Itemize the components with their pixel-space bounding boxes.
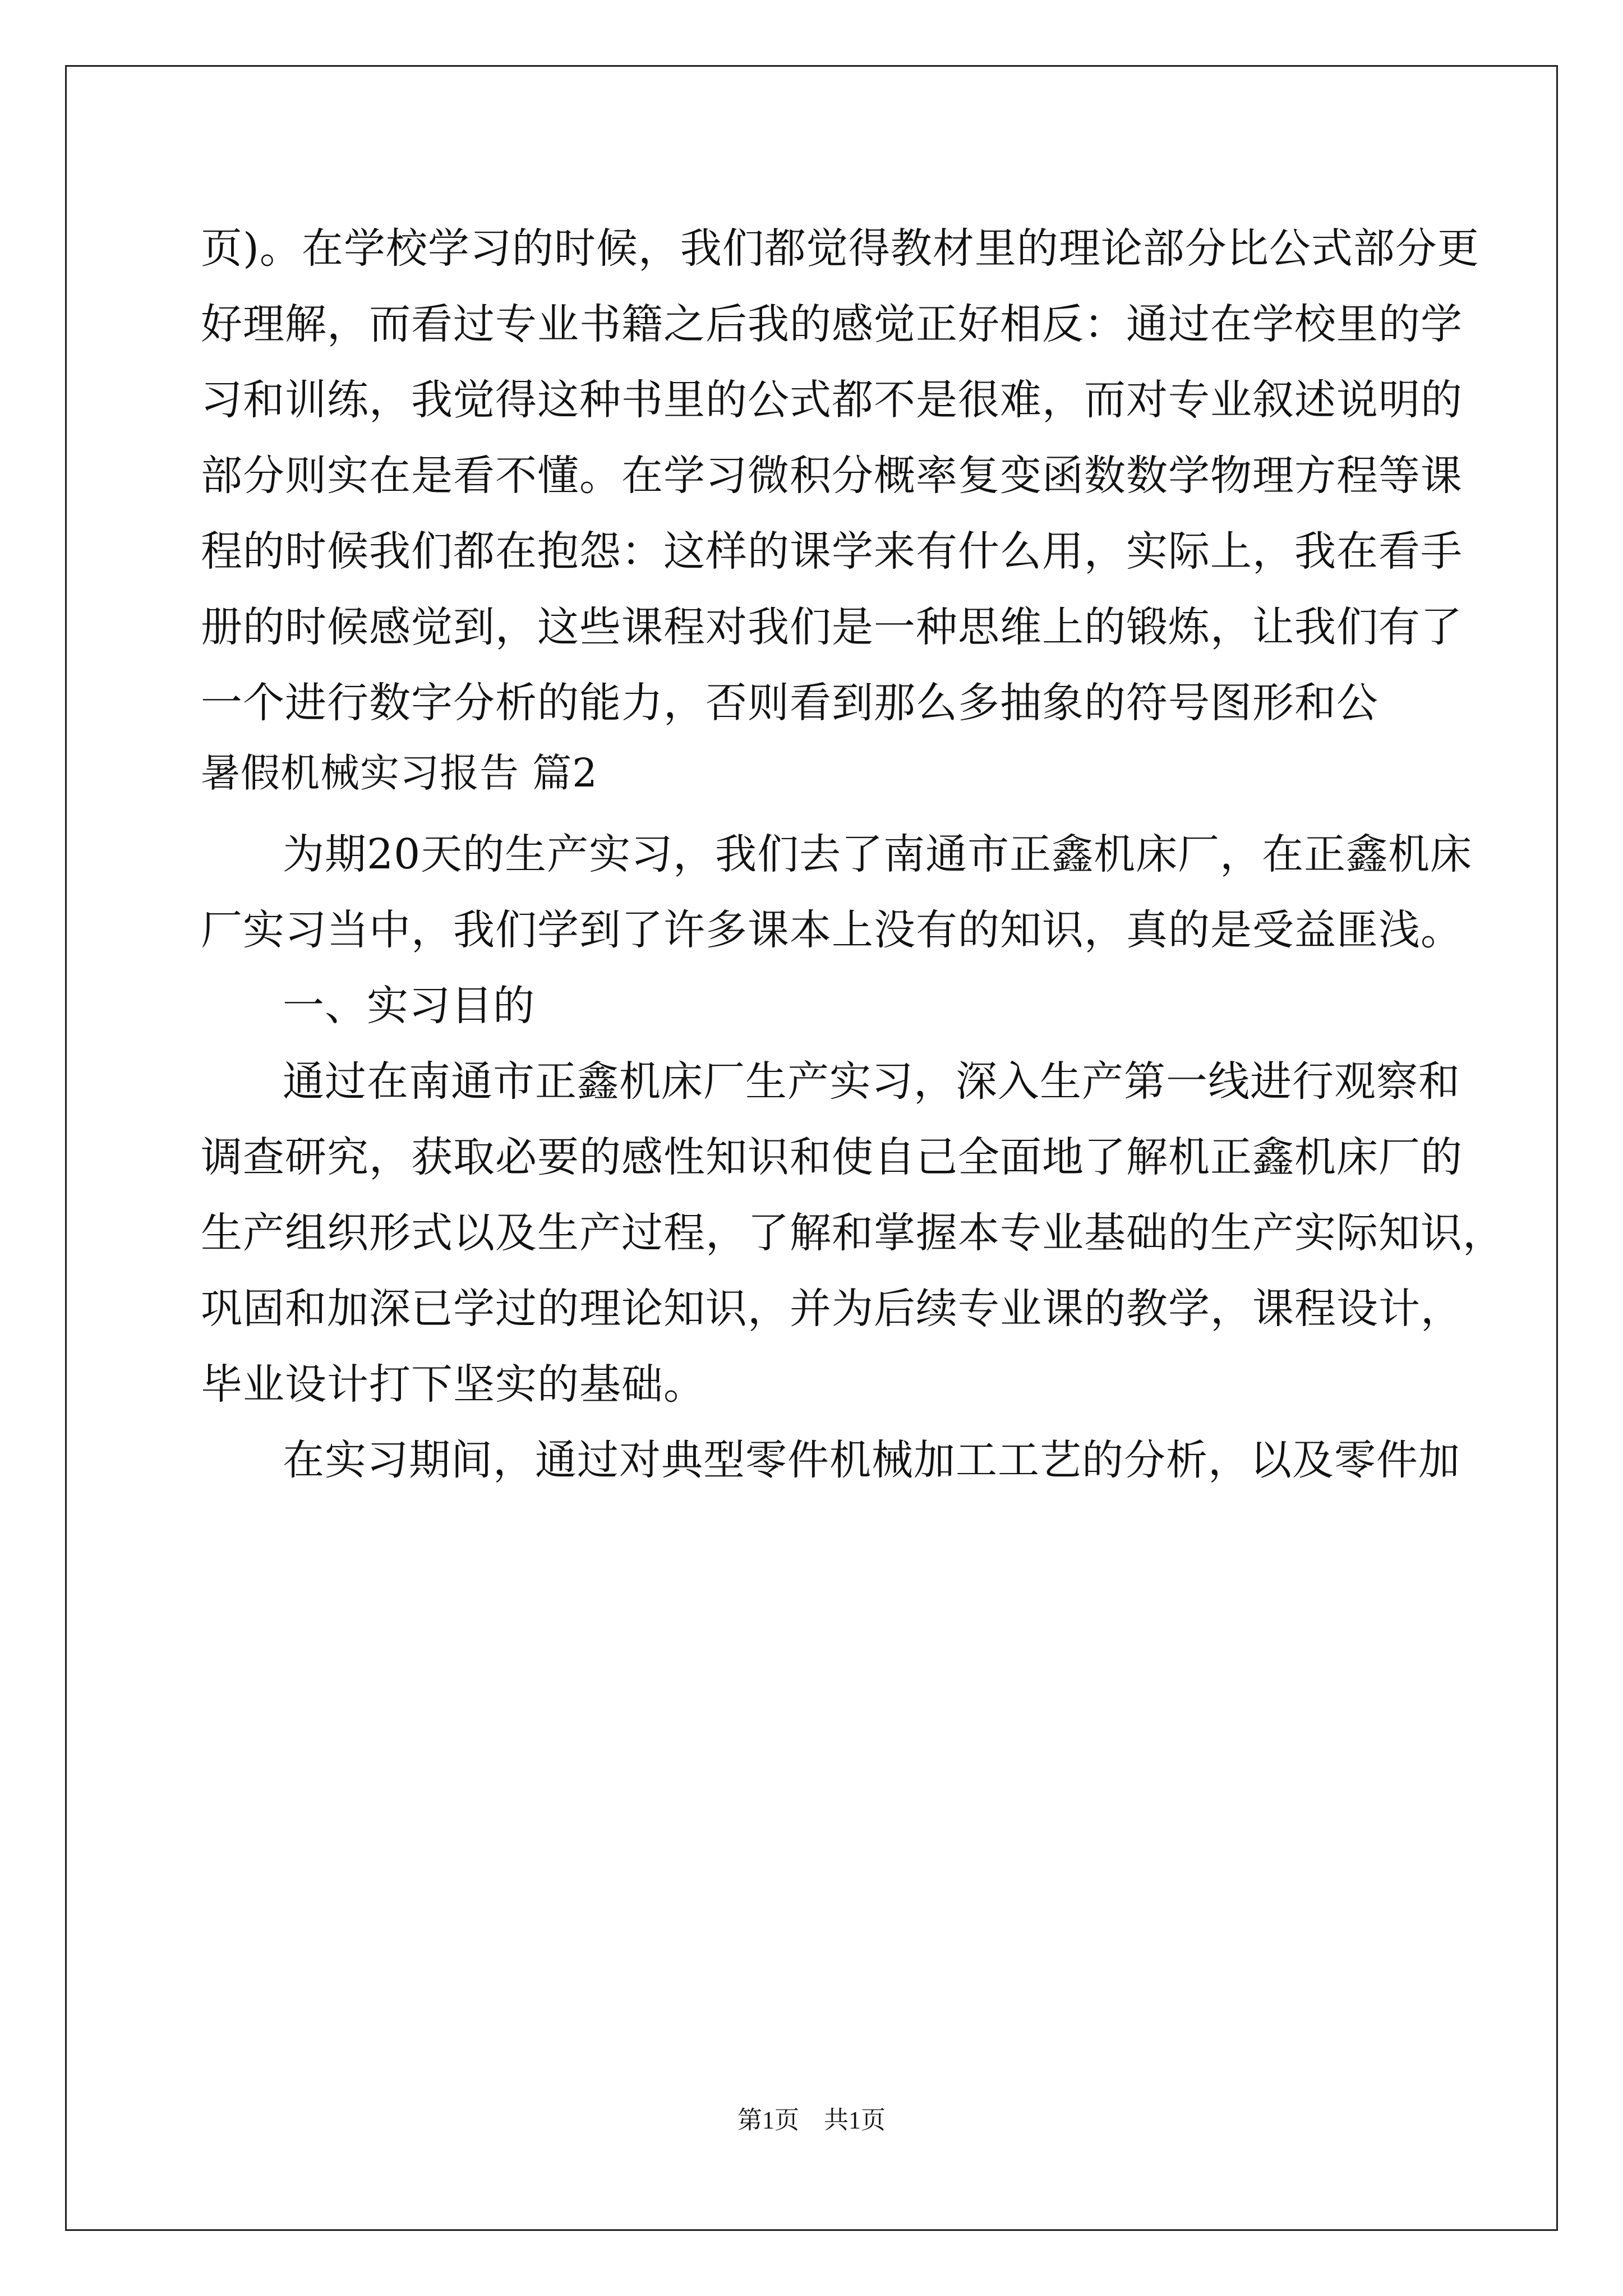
paragraph-line: 好理解，而看过专业书籍之后我的感觉正好相反：通过在学校里的学 xyxy=(201,300,1463,348)
paragraph-line: 厂实习当中，我们学到了许多课本上没有的知识，真的是受益匪浅。 xyxy=(201,906,1463,954)
paragraph-line: 巩固和加深已学过的理论知识，并为后续专业课的教学，课程设计， xyxy=(201,1285,1463,1333)
paragraph-line: 在实习期间，通过对典型零件机械加工工艺的分析，以及零件加 xyxy=(283,1436,1460,1484)
paragraph-line: 部分则实在是看不懂。在学习微积分概率复变函数数学物理方程等课 xyxy=(201,452,1463,500)
paragraph-line: 程的时候我们都在抱怨：这样的课学来有什么用，实际上，我在看手 xyxy=(201,527,1463,576)
paragraph-line: 页)。在学校学习的时候，我们都觉得教材里的理论部分比公式部分更 xyxy=(201,224,1479,273)
paragraph-line: 一个进行数字分析的能力，否则看到那么多抽象的符号图形和公 xyxy=(201,679,1378,727)
paragraph-line: 毕业设计打下坚实的基础。 xyxy=(201,1360,706,1409)
section-heading: 暑假机械实习报告 篇2 xyxy=(201,750,598,796)
subheading: 一、实习目的 xyxy=(283,982,535,1030)
paragraph-line: 调查研究，获取必要的感性知识和使自己全面地了解机正鑫机床厂的 xyxy=(201,1133,1463,1181)
paragraph-line: 册的时候感觉到，这些课程对我们是一种思维上的锻炼，让我们有了 xyxy=(201,603,1463,651)
paragraph-line: 习和训练，我觉得这种书里的公式都不是很难，而对专业叙述说明的 xyxy=(201,376,1463,424)
page-number-footer: 第1页 共1页 xyxy=(737,2106,886,2134)
paragraph-line: 为期20天的生产实习，我们去了南通市正鑫机床厂，在正鑫机床 xyxy=(283,830,1473,878)
paragraph-line: 生产组织形式以及生产过程，了解和掌握本专业基础的生产实际知识， xyxy=(201,1209,1505,1257)
paragraph-line: 通过在南通市正鑫机床厂生产实习，深入生产第一线进行观察和 xyxy=(283,1057,1460,1106)
